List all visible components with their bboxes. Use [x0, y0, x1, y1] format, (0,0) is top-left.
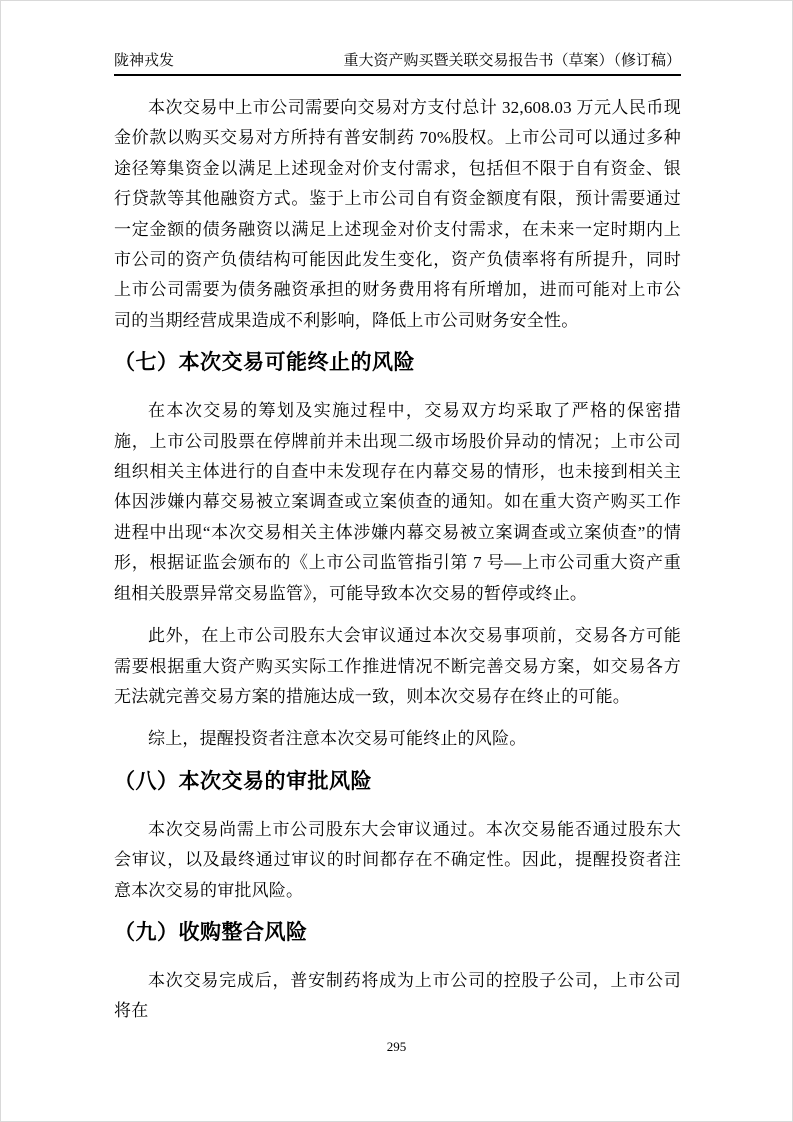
page-header: [114, 51, 681, 76]
body-paragraph-integration-risk: 本次交易完成后，普安制药将成为上市公司的控股子公司，上市公司将在: [114, 970, 681, 1021]
section-heading-9-integration-risk: （九）收购整合风险: [114, 920, 308, 944]
page-number: 295: [386, 1039, 407, 1054]
body-paragraph-approval-risk: 本次交易尚需上市公司股东大会审议通过。本次交易能否通过股东大会审议，以及最终通过审议的时间都存在不确定性。因此，提醒投资者注意本次交易的审批风险。: [114, 819, 681, 900]
body-paragraph-financing-risk: 本次交易中上市公司需要向交易对方支付总计 32,608.03 万元人民币现金价款以购买交易对方所持有普安制药 70%股权。上市公司可以通过多种途径筹集资金以满足上述现金对价支付需求，包括但不限于自有资金、银行贷款等其他融资方式。鉴于上市公司自有资金额度有限，预计需要通过一定金额的债务融资以满足上述现金对价支付需求，在未来一定时期内上市公司的资产负债结构可能因此发生变化，资产负债率将有所提升，同时上市公司需要为债务融资承担的财务费用将有所增加，进而可能对上市公司的当期经营成果造成不利影响，降低上市公司财务安全性。: [114, 98, 681, 330]
header-report-title: 重大资产购买暨关联交易报告书（草案）（修订稿）: [343, 53, 681, 69]
header-company-name: 陇神戎发: [114, 53, 175, 69]
section-heading-7-termination-risk: （七）本次交易可能终止的风险: [114, 351, 415, 375]
body-paragraph-insider-trading: 在本次交易的筹划及实施过程中，交易双方均采取了严格的保密措施，上市公司股票在停牌前并未出现二级市场股价异动的情况；上市公司组织相关主体进行的自查中未发现存在内幕交易的情形，也未接到相关主体因涉嫌内幕交易被立案调查或立案侦查的通知。如在重大资产购买工作进程中出现“本次交易相关主体涉嫌内幕交易被立案调查或立案侦查”的情形，根据证监会颁布的《上市公司监管指引第 7 号—上市公司重大资产重组相关股票异常交易监管》，可能导致本次交易的暂停或终止。: [114, 401, 681, 603]
page-footer: [1, 1039, 792, 1055]
section-heading-8-approval-risk: （八）本次交易的审批风险: [114, 769, 372, 793]
document-body: [114, 93, 681, 1039]
body-paragraph-plan-improvement: 此外，在上市公司股东大会审议通过本次交易事项前，交易各方可能需要根据重大资产购买实际工作推进情况不断完善交易方案，如交易各方无法就完善交易方案的措施达成一致，则本次交易存在终止的可能。: [114, 626, 681, 706]
body-paragraph-termination-reminder: 综上，提醒投资者注意本次交易可能终止的风险。: [148, 729, 527, 749]
